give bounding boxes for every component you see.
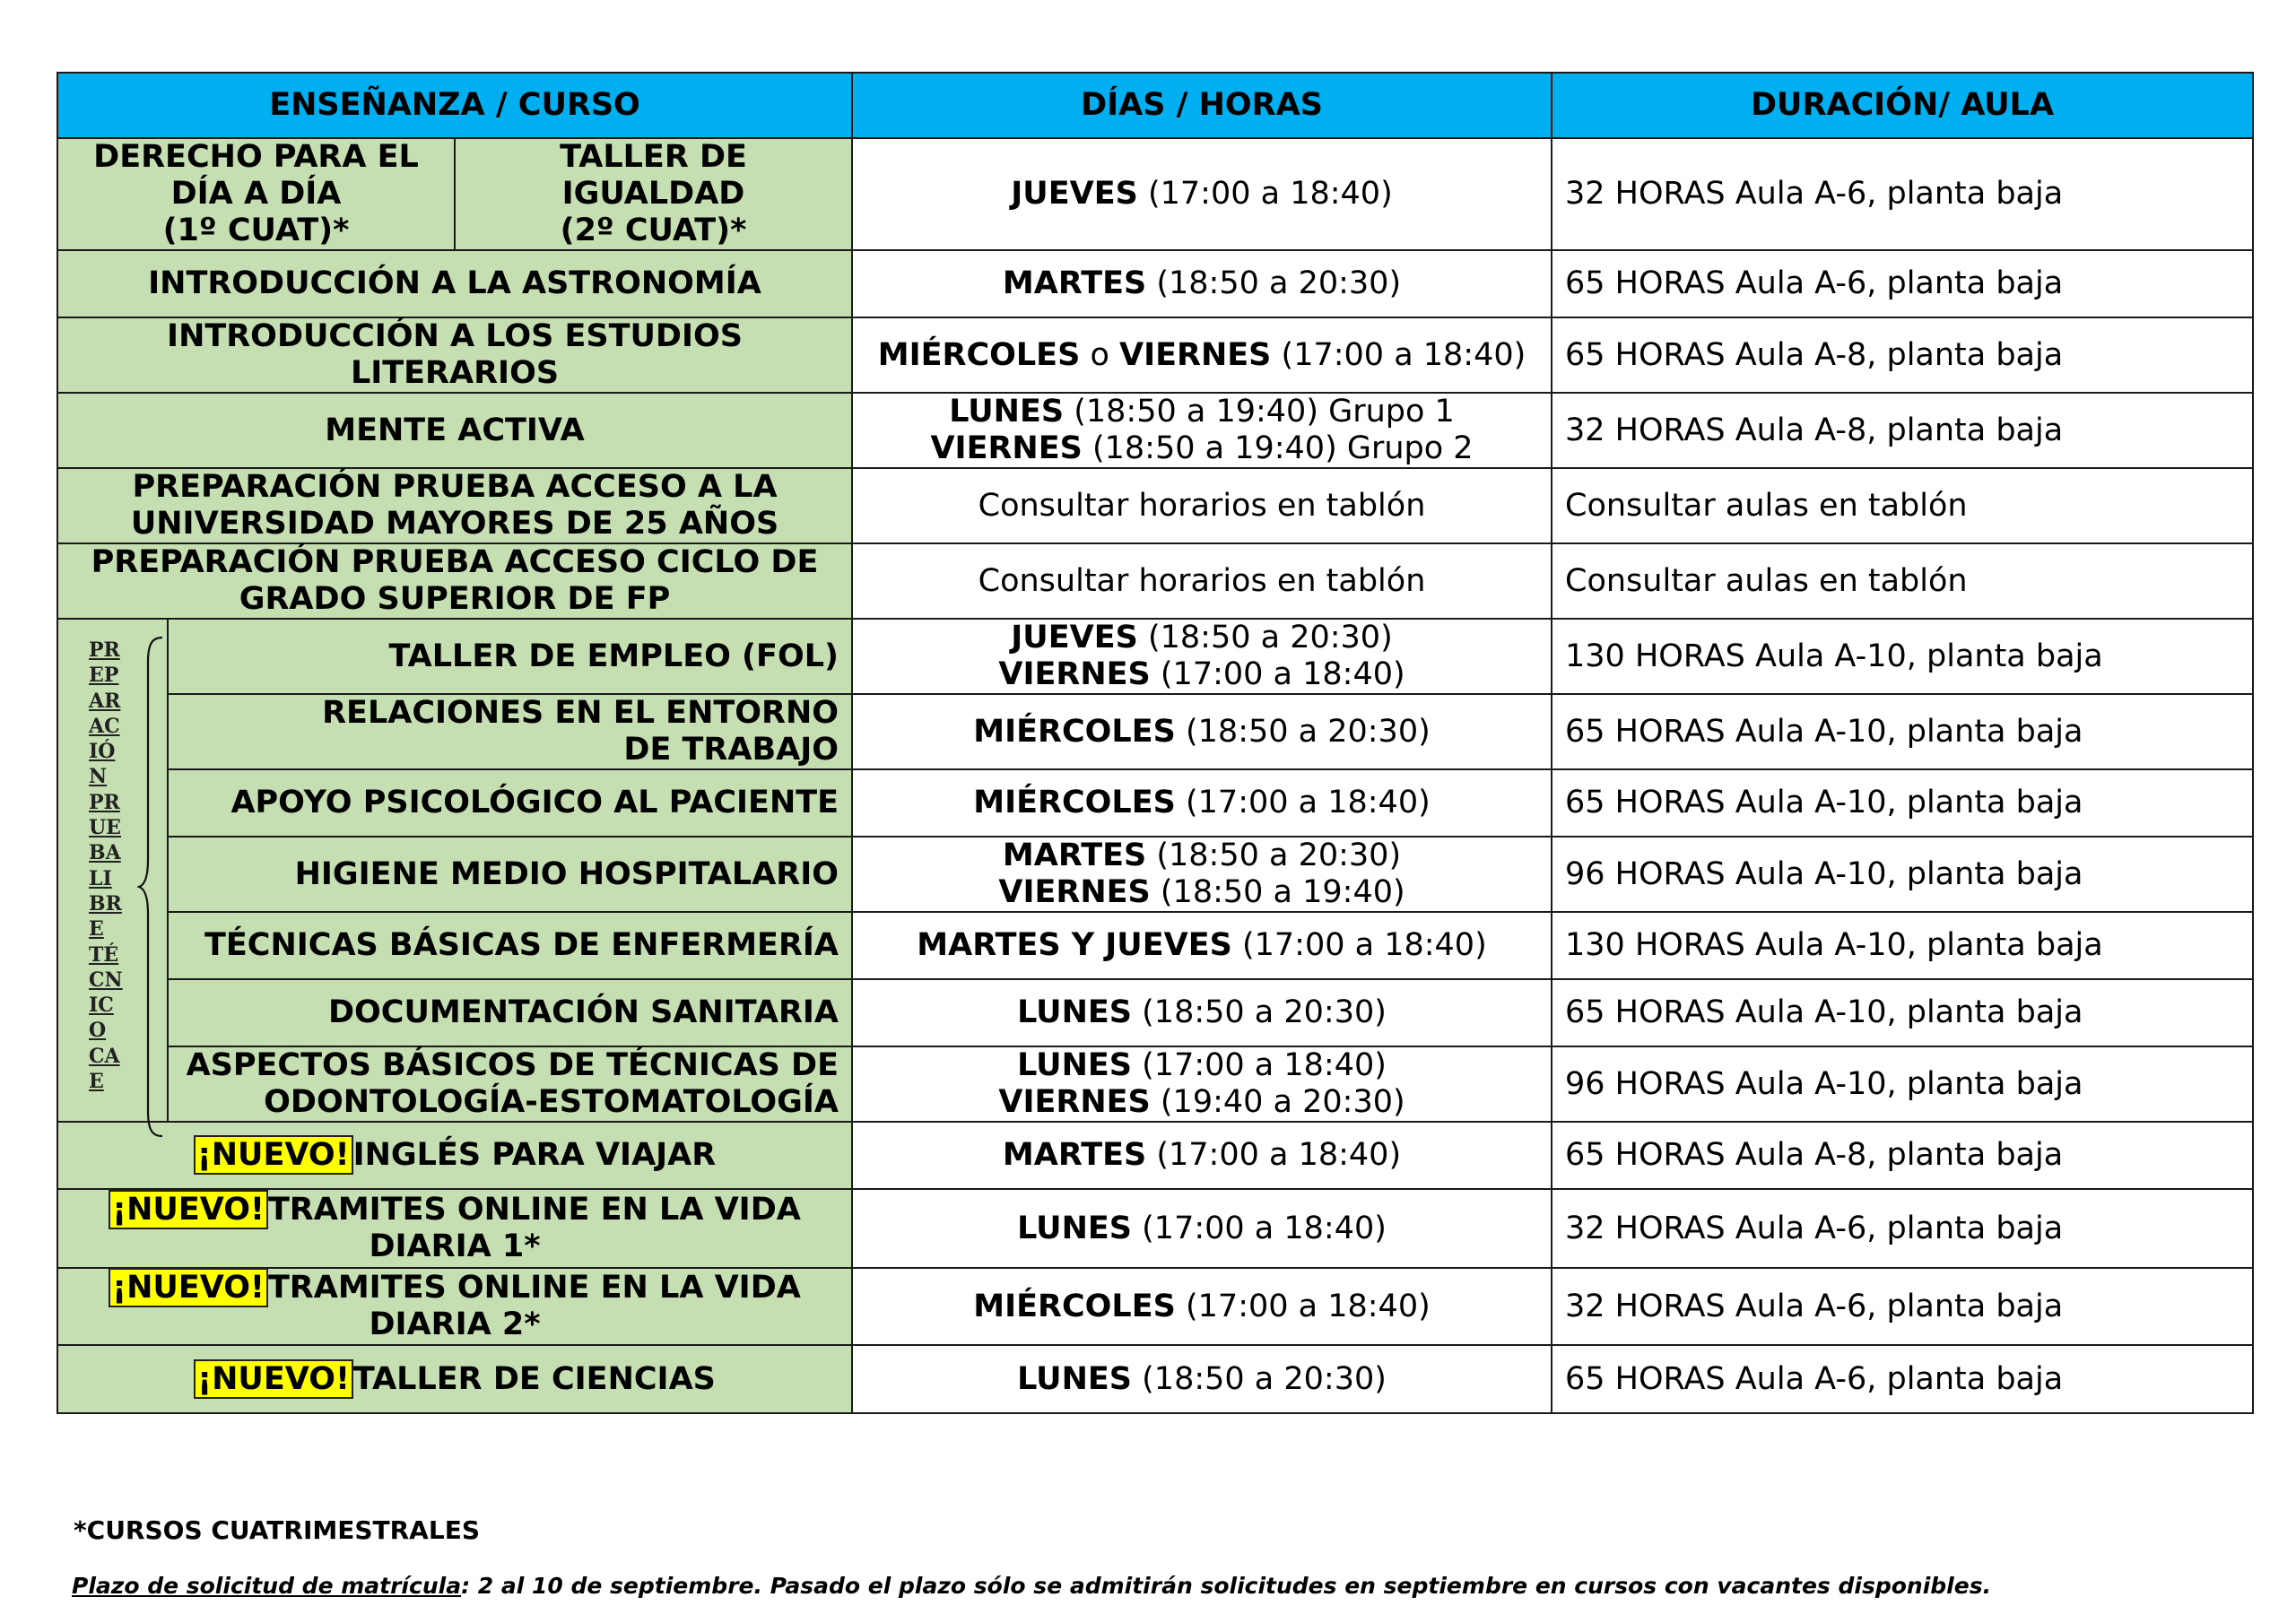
table-row xyxy=(57,468,2253,543)
course-cell: ¡NUEVO! TALLER DE CIENCIAS xyxy=(57,1345,852,1413)
course-cell: DOCUMENTACIÓN SANITARIA xyxy=(168,979,852,1046)
duration-cell: 65 HORAS Aula A-10, planta baja xyxy=(1552,769,2253,837)
course-cell: ¡NUEVO! TRAMITES ONLINE EN LA VIDA DIARIA 2* xyxy=(57,1268,852,1345)
header-duration: DURACIÓN/ AULA xyxy=(1552,73,2253,138)
duration-cell: Consultar aulas en tablón xyxy=(1552,468,2253,543)
new-badge: ¡NUEVO! xyxy=(109,1268,268,1307)
new-badge: ¡NUEVO! xyxy=(194,1359,353,1399)
table-row xyxy=(57,250,2253,317)
duration-cell: 65 HORAS Aula A-8, planta baja xyxy=(1552,1122,2253,1189)
duration-cell: 32 HORAS Aula A-6, planta baja xyxy=(1552,1189,2253,1268)
new-badge: ¡NUEVO! xyxy=(194,1135,353,1175)
days-cell: LUNES (17:00 a 18:40) xyxy=(852,1189,1552,1268)
new-badge: ¡NUEVO! xyxy=(109,1190,268,1229)
course-cell: ASPECTOS BÁSICOS DE TÉCNICAS DE ODONTOLOGÍA-ESTOMATOLOGÍA xyxy=(168,1046,852,1122)
days-cell: MIÉRCOLES (17:00 a 18:40) xyxy=(852,769,1552,837)
days-cell: MARTES (17:00 a 18:40) xyxy=(852,1122,1552,1189)
days-cell: MARTES (18:50 a 20:30) xyxy=(852,250,1552,317)
table-row xyxy=(57,837,2253,912)
duration-cell: Consultar aulas en tablón xyxy=(1552,543,2253,619)
table-row xyxy=(57,138,2253,250)
course-cell: INTRODUCCIÓN A LOS ESTUDIOS LITERARIOS xyxy=(57,317,852,393)
days-cell: MIÉRCOLES o VIERNES (17:00 a 18:40) xyxy=(852,317,1552,393)
days-cell: LUNES (18:50 a 20:30) xyxy=(852,979,1552,1046)
table-row xyxy=(57,1122,2253,1189)
days-cell: MIÉRCOLES (18:50 a 20:30) xyxy=(852,694,1552,769)
course-cell: TALLER DE EMPLEO (FOL) xyxy=(168,619,852,694)
brace-icon xyxy=(137,636,166,1138)
course-cell: APOYO PSICOLÓGICO AL PACIENTE xyxy=(168,769,852,837)
table-row xyxy=(57,619,2253,694)
days-cell: LUNES (18:50 a 20:30) xyxy=(852,1345,1552,1413)
course-cell: DERECHO PARA EL DÍA A DÍA (1º CUAT)* xyxy=(57,138,455,250)
table-row xyxy=(57,1345,2253,1413)
days-cell: LUNES (17:00 a 18:40) VIERNES (19:40 a 20:30) xyxy=(852,1046,1552,1122)
days-cell: Consultar horarios en tablón xyxy=(852,543,1552,619)
days-cell: Consultar horarios en tablón xyxy=(852,468,1552,543)
group-label-cell xyxy=(57,619,168,1122)
course-cell: PREPARACIÓN PRUEBA ACCESO A LA UNIVERSIDAD MAYORES DE 25 AÑOS xyxy=(57,468,852,543)
course-cell: INTRODUCCIÓN A LA ASTRONOMÍA xyxy=(57,250,852,317)
duration-cell: 65 HORAS Aula A-10, planta baja xyxy=(1552,694,2253,769)
header-days: DÍAS / HORAS xyxy=(852,73,1552,138)
table-row xyxy=(57,393,2253,468)
footnote-quarterly: *CURSOS CUATRIMESTRALES xyxy=(74,1515,480,1545)
table-row xyxy=(57,769,2253,837)
duration-cell: 65 HORAS Aula A-8, planta baja xyxy=(1552,317,2253,393)
duration-cell: 65 HORAS Aula A-6, planta baja xyxy=(1552,1345,2253,1413)
duration-cell: 65 HORAS Aula A-6, planta baja xyxy=(1552,250,2253,317)
duration-cell: 32 HORAS Aula A-6, planta baja xyxy=(1552,138,2253,250)
course-cell: MENTE ACTIVA xyxy=(57,393,852,468)
table-row xyxy=(57,979,2253,1046)
header-row xyxy=(57,73,2253,138)
schedule-table xyxy=(57,72,2254,1414)
course-cell: ¡NUEVO! TRAMITES ONLINE EN LA VIDA DIARIA 1* xyxy=(57,1189,852,1268)
table-row xyxy=(57,543,2253,619)
duration-cell: 65 HORAS Aula A-10, planta baja xyxy=(1552,979,2253,1046)
days-cell: JUEVES (18:50 a 20:30) VIERNES (17:00 a 18:40) xyxy=(852,619,1552,694)
duration-cell: 130 HORAS Aula A-10, planta baja xyxy=(1552,619,2253,694)
table-row xyxy=(57,912,2253,979)
table-row xyxy=(57,694,2253,769)
duration-cell: 32 HORAS Aula A-6, planta baja xyxy=(1552,1268,2253,1345)
duration-cell: 96 HORAS Aula A-10, planta baja xyxy=(1552,1046,2253,1122)
duration-cell: 130 HORAS Aula A-10, planta baja xyxy=(1552,912,2253,979)
footnote-deadline: Plazo de solicitud de matrícula: 2 al 10 de septiembre. Pasado el plazo sólo se admitirán solicitudes en septiembre en cursos con vacantes disponibles. xyxy=(72,1573,1992,1599)
course-cell: ¡NUEVO! INGLÉS PARA VIAJAR xyxy=(57,1122,852,1189)
days-cell: MARTES (18:50 a 20:30) VIERNES (18:50 a 19:40) xyxy=(852,837,1552,912)
table-row xyxy=(57,1189,2253,1268)
duration-cell: 96 HORAS Aula A-10, planta baja xyxy=(1552,837,2253,912)
course-cell: TÉCNICAS BÁSICAS DE ENFERMERÍA xyxy=(168,912,852,979)
days-cell: LUNES (18:50 a 19:40) Grupo 1 VIERNES (18:50 a 19:40) Grupo 2 xyxy=(852,393,1552,468)
table-row xyxy=(57,1046,2253,1122)
days-cell: MIÉRCOLES (17:00 a 18:40) xyxy=(852,1268,1552,1345)
days-cell: JUEVES (17:00 a 18:40) xyxy=(852,138,1552,250)
course-cell: PREPARACIÓN PRUEBA ACCESO CICLO DE GRADO SUPERIOR DE FP xyxy=(57,543,852,619)
days-cell: MARTES Y JUEVES (17:00 a 18:40) xyxy=(852,912,1552,979)
course-cell: TALLER DE IGUALDAD (2º CUAT)* xyxy=(455,138,852,250)
header-course: ENSEÑANZA / CURSO xyxy=(57,73,852,138)
table-row xyxy=(57,1268,2253,1345)
course-cell: HIGIENE MEDIO HOSPITALARIO xyxy=(168,837,852,912)
course-cell: RELACIONES EN EL ENTORNO DE TRABAJO xyxy=(168,694,852,769)
table-row xyxy=(57,317,2253,393)
group-label: PR EP AR AC IÓ N PR UE BA LI BR E TÉ CN IC O CA E xyxy=(89,638,123,1094)
duration-cell: 32 HORAS Aula A-8, planta baja xyxy=(1552,393,2253,468)
